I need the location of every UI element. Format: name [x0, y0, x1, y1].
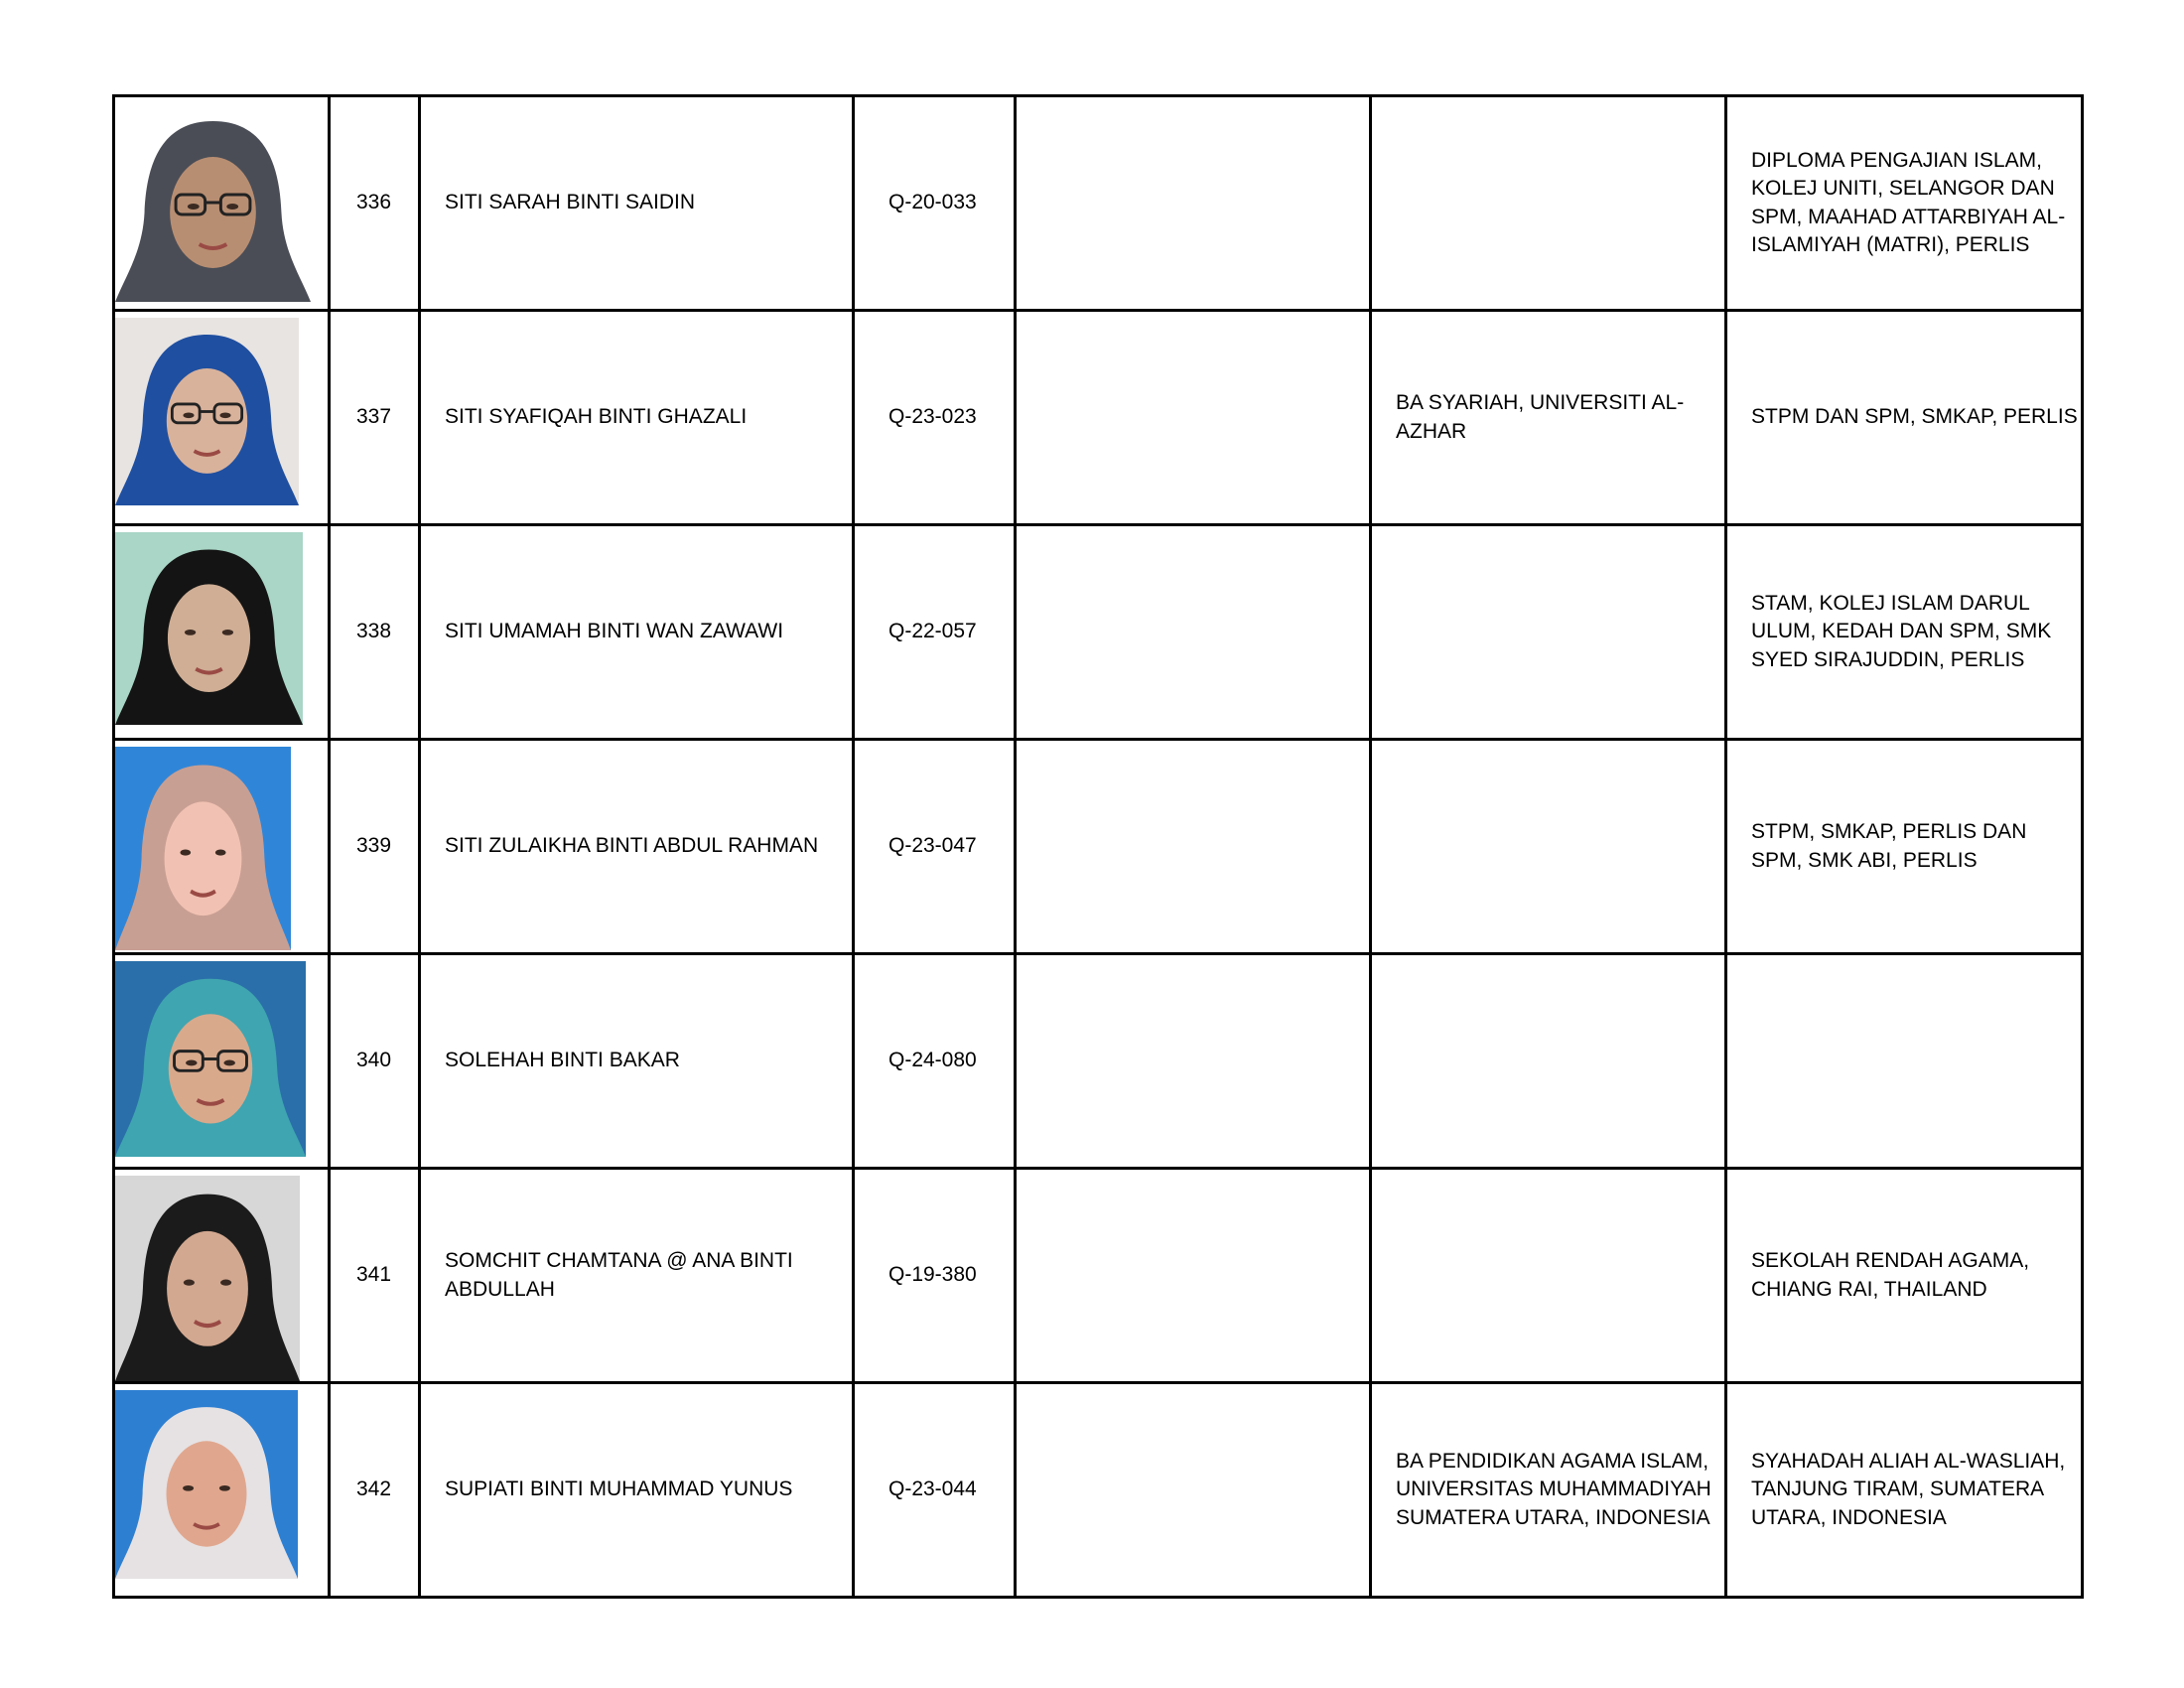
education-background: STPM DAN SPM, SMKAP, PERLIS [1726, 311, 2083, 525]
member-name: SITI UMAMAH BINTI WAN ZAWAWI [420, 525, 854, 740]
education-background: SYAHADAH ALIAH AL-WASLIAH, TANJUNG TIRAM, SUMATERA UTARA, INDONESIA [1726, 1383, 2083, 1598]
row-number: 341 [330, 1169, 420, 1383]
degree-qualification: BA PENDIDIKAN AGAMA ISLAM, UNIVERSITAS MUHAMMADIYAH SUMATERA UTARA, INDONESIA [1371, 1383, 1726, 1598]
member-name: SOMCHIT CHAMTANA @ ANA BINTI ABDULLAH [420, 1169, 854, 1383]
row-number: 337 [330, 311, 420, 525]
photo-cell [114, 740, 330, 954]
degree-qualification [1371, 740, 1726, 954]
member-id: Q-19-380 [854, 1169, 1016, 1383]
blank-column [1016, 311, 1371, 525]
blank-column [1016, 954, 1371, 1169]
member-photo [115, 747, 291, 950]
row-number: 336 [330, 96, 420, 311]
education-background: DIPLOMA PENGAJIAN ISLAM, KOLEJ UNITI, SELANGOR DAN SPM, MAAHAD ATTARBIYAH AL-ISLAMIYAH (MATRI), PERLIS [1726, 96, 2083, 311]
member-name: SITI ZULAIKHA BINTI ABDUL RAHMAN [420, 740, 854, 954]
member-photo [115, 1176, 300, 1381]
photo-cell [114, 96, 330, 311]
row-number: 338 [330, 525, 420, 740]
table-row [114, 954, 2083, 1169]
degree-qualification [1371, 525, 1726, 740]
member-name: SOLEHAH BINTI BAKAR [420, 954, 854, 1169]
blank-column [1016, 96, 1371, 311]
member-id: Q-23-047 [854, 740, 1016, 954]
member-name: SUPIATI BINTI MUHAMMAD YUNUS [420, 1383, 854, 1598]
degree-qualification [1371, 954, 1726, 1169]
table-row [114, 96, 2083, 311]
education-background [1726, 954, 2083, 1169]
member-photo [115, 961, 306, 1157]
photo-cell [114, 311, 330, 525]
member-id: Q-22-057 [854, 525, 1016, 740]
member-photo [115, 1390, 298, 1579]
degree-qualification [1371, 1169, 1726, 1383]
blank-column [1016, 1383, 1371, 1598]
member-name: SITI SARAH BINTI SAIDIN [420, 96, 854, 311]
table-row [114, 525, 2083, 740]
blank-column [1016, 525, 1371, 740]
photo-cell [114, 954, 330, 1169]
table-row [114, 1383, 2083, 1598]
member-name: SITI SYAFIQAH BINTI GHAZALI [420, 311, 854, 525]
row-number: 342 [330, 1383, 420, 1598]
row-number: 339 [330, 740, 420, 954]
degree-qualification: BA SYARIAH, UNIVERSITI AL-AZHAR [1371, 311, 1726, 525]
education-background: SEKOLAH RENDAH AGAMA, CHIANG RAI, THAILAND [1726, 1169, 2083, 1383]
row-number: 340 [330, 954, 420, 1169]
education-background: STAM, KOLEJ ISLAM DARUL ULUM, KEDAH DAN SPM, SMK SYED SIRAJUDDIN, PERLIS [1726, 525, 2083, 740]
member-id: Q-23-023 [854, 311, 1016, 525]
member-id: Q-24-080 [854, 954, 1016, 1169]
degree-qualification [1371, 96, 1726, 311]
table-row [114, 1169, 2083, 1383]
photo-cell [114, 1169, 330, 1383]
photo-cell [114, 525, 330, 740]
blank-column [1016, 740, 1371, 954]
member-id: Q-20-033 [854, 96, 1016, 311]
blank-column [1016, 1169, 1371, 1383]
education-background: STPM, SMKAP, PERLIS DAN SPM, SMK ABI, PERLIS [1726, 740, 2083, 954]
member-photo [115, 318, 299, 505]
table-row [114, 740, 2083, 954]
table-row [114, 311, 2083, 525]
roster-table [112, 94, 2084, 1599]
member-photo [115, 103, 311, 302]
member-id: Q-23-044 [854, 1383, 1016, 1598]
photo-cell [114, 1383, 330, 1598]
member-photo [115, 532, 303, 725]
